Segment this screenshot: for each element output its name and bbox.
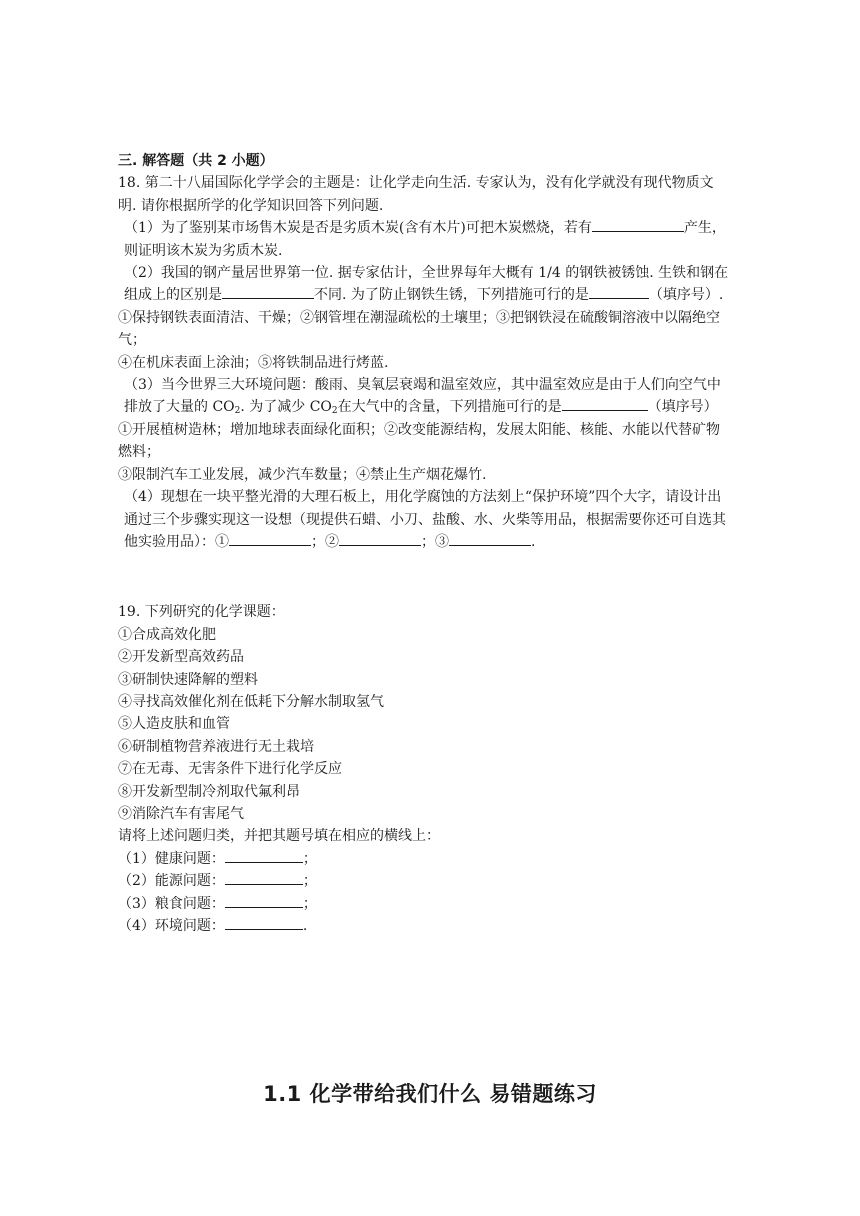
q19-topic-item: ③研制快速降解的塑料 [118,671,258,688]
q19-fill-list [118,848,730,938]
q18-intro: 18. 第二十八届国际化学学会的主题是：让化学走向生活. 专家认为，没有化学就没有现代物质文明. 请你根据所学的化学知识回答下列问题. [118,175,714,214]
q18-part3-options-1: ①开展植树造林；增加地球表面绿化面积；②改变能源结构，发展太阳能、核能、水能以代替矿物燃料； [118,421,720,461]
q18-part4: （4）现想在一块平整光滑的大理石板上，用化学腐蚀的方法刻上“保护环境”四个大字，请设计出通过三个步骤实现这一设想（现提供石蜡、小刀、盐酸、水、火柴等用品，根据需要你还可自选其他实验用品）：① ；② ；③ . [124,489,726,550]
q19-topic-item: ⑤人造皮肤和血管 [118,716,230,733]
q19-topic-item: ④寻找高效催化剂在低耗下分解水制取氢气 [118,693,384,710]
q18-part3: （3）当今世界三大环境问题：酸雨、臭氧层衰竭和温室效应，其中温室效应是由于人们向空气中排放了大量的 $CO_2$. 为了减少 $CO_2$在大气中的含量，下列措施可行的是 （填序号） [124,377,721,417]
q18-part1: （1）为了鉴别某市场售木炭是否是劣质木炭(含有木片)可把木炭燃烧，若有 产生，则证明该木炭为劣质木炭. [118,217,730,262]
q18-part2: （2）我国的钢产量居世界第一位. 据专家估计，全世界每年大概有 1/4 的钢铁被锈蚀. 生铁和钢在组成上的区别是 不同. 为了防止钢铁生锈，下列措施可行的是 （填序号）. [124,265,729,304]
q19-topic-item: ②开发新型高效药品 [118,649,244,666]
q19-intro: 19. 下列研究的化学课题： [118,604,285,621]
answer-blank[interactable] [225,870,303,885]
answer-blank[interactable] [449,531,531,546]
q19-topic-item: ⑥研制植物营养液进行无土栽培 [118,738,314,755]
q19-fill-row: （2）能源问题： ； [118,870,730,892]
answer-blank[interactable] [225,893,303,908]
q19-topic-list [118,624,730,826]
q19-fill-row: （1）健康问题： ； [118,848,730,870]
answer-blank[interactable] [339,531,421,546]
answer-blank[interactable] [589,284,649,299]
page-title: 1.1 化学带给我们什么 易错题练习 [263,1082,597,1106]
q19-topic-item: ⑨消除汽车有害尾气 [118,805,244,822]
q19-topic-item: ①合成高效化肥 [118,626,216,643]
q19-instruction: 请将上述问题归类，并把其题号填在相应的横线上： [118,828,440,845]
answer-blank[interactable] [592,217,684,232]
answer-blank[interactable] [222,284,314,299]
answer-blank[interactable] [225,915,303,930]
q18-part3-options-2: ③限制汽车工业发展，减少汽车数量；④禁止生产烟花爆竹. [118,466,487,483]
answer-blank[interactable] [225,848,303,863]
q19-topic-item: ⑧开发新型制冷剂取代氟利昂 [118,783,300,800]
worksheet-body [118,150,730,937]
q19-fill-row: （3）粮食问题： ； [118,893,730,915]
answer-blank[interactable] [229,531,311,546]
q19-topic-item: ⑦在无毒、无害条件下进行化学反应 [118,761,342,778]
q18-part2-options-2: ④在机床表面上涂油；⑤将铁制品进行烤蓝. [118,354,389,371]
answer-blank[interactable] [562,396,648,411]
section-heading: 三. 解答题（共 2 小题） [118,153,274,169]
q18-part2-options-1: ①保持钢铁表面清洁、干燥；②钢管埋在潮湿疏松的土壤里；③把钢铁浸在硫酸铜溶液中以隔绝空气； [118,309,720,349]
q19-fill-row: （4）环境问题： . [118,915,730,937]
